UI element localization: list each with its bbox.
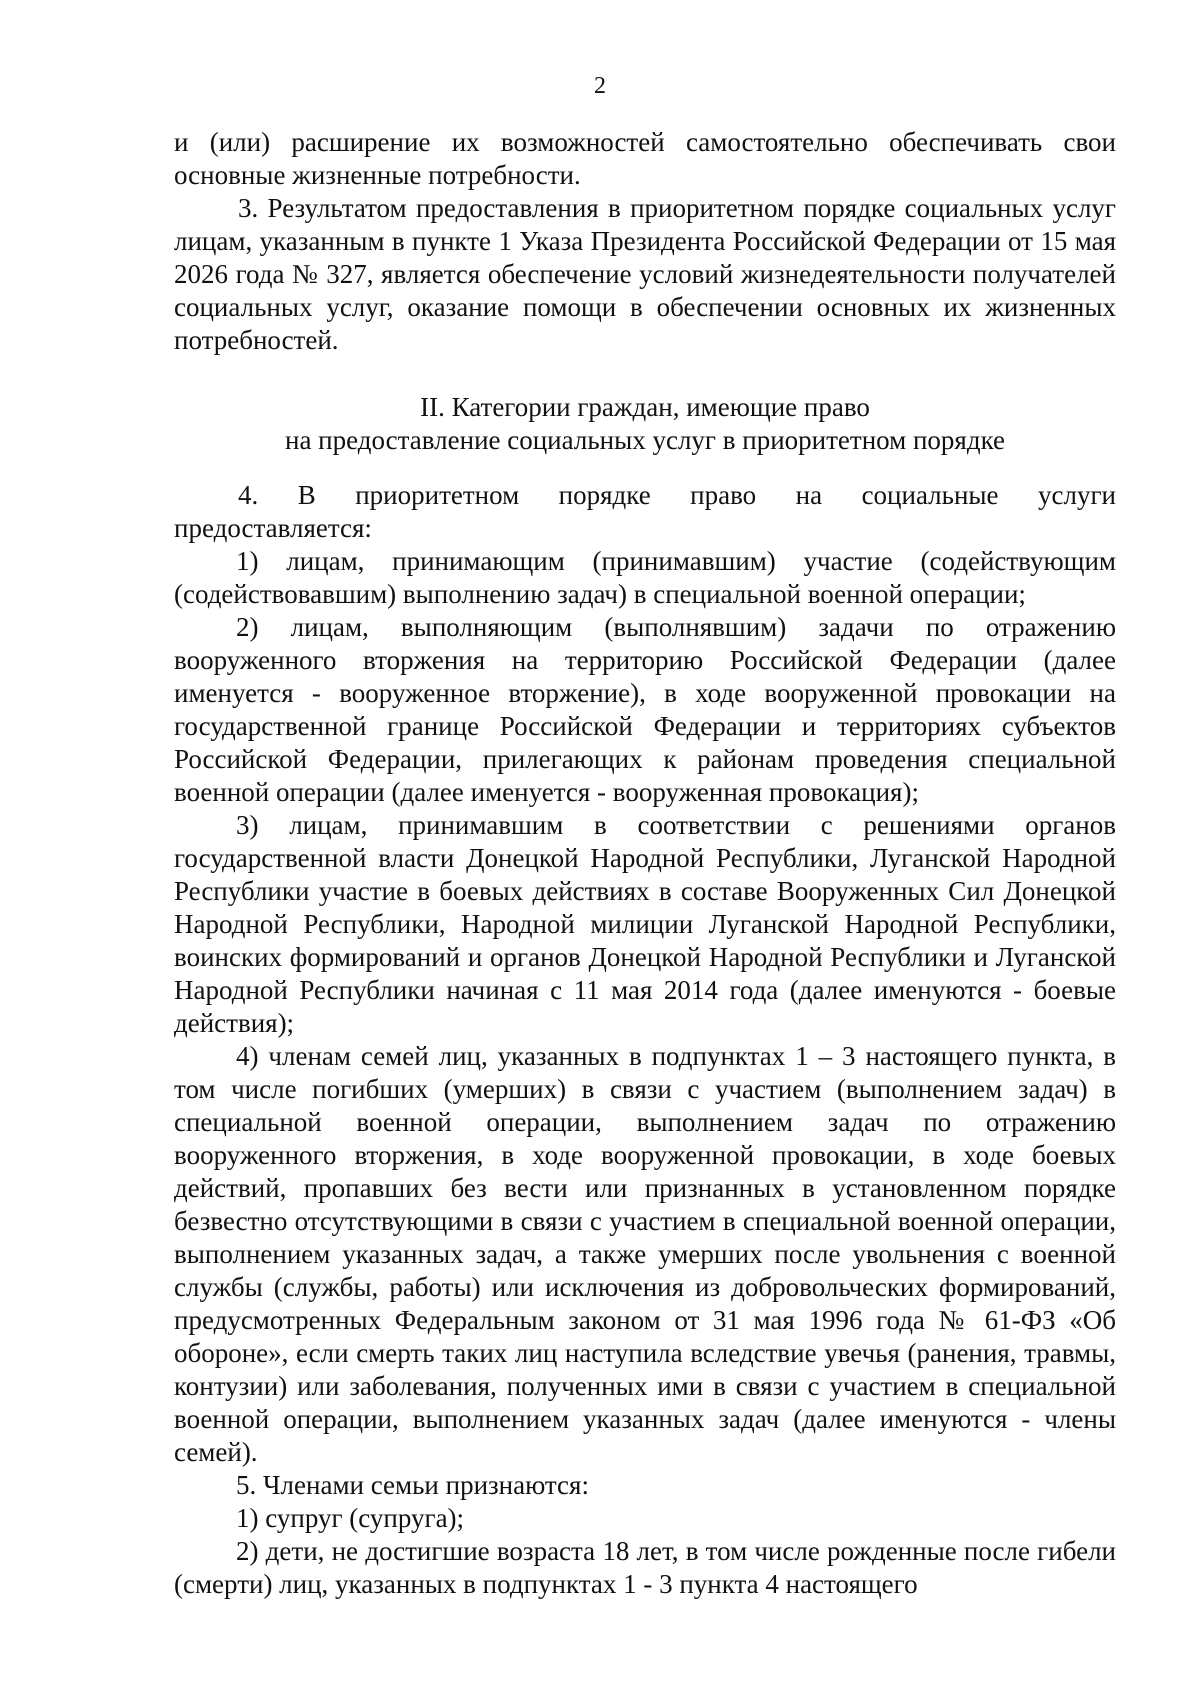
paragraph-continuation: и (или) расширение их возможностей самостоятельно обеспечивать свои основные жизненные потребности.	[174, 127, 1116, 190]
paragraph-item-5-intro: 5. Членами семьи признаются:	[236, 1470, 589, 1500]
paragraph-item-4-intro-rest: предоставляется:	[174, 513, 372, 543]
paragraph-item-4-intro: 4. В приоритетном порядке право на социальные услуги	[238, 480, 1116, 510]
section-heading-line-2: на предоставление социальных услуг в приоритетном порядке	[285, 425, 1005, 455]
list-item-5-2: 2) дети, не достигшие возраста 18 лет, в том числе рожденные после гибели (смерти) лиц, указанных в подпунктах 1 - 3 пункта 4 настоящего	[174, 1536, 1116, 1599]
list-item-4-4: 4) членам семей лиц, указанных в подпунктах 1 – 3 настоящего пункта, в том числе погибших (умерших) в связи с участием (выполнением задач) в специальной военной операции, выполнением задач по отражению вооруженного вторжения, в ходе вооруженной провокации, в ходе боевых действий, пропавших без вести или признанных в установленном порядке безвестно отсутствующими в связи с участием в специальной военной операции, выполнением указанных задач, а также умерших после увольнения с военной службы (службы, работы) или исключения из добровольческих формирований, предусмотренных Федеральным законом от 31 мая 1996 года № 61-ФЗ «Об обороне», если смерть таких лиц наступила вследствие увечья (ранения, травмы, контузии) или заболевания, полученных ими в связи с участием в специальной военной операции, выполнением указанных задач (далее именуются - члены семей).	[174, 1041, 1116, 1467]
section-heading	[174, 391, 1116, 457]
list-item-4-2: 2) лицам, выполняющим (выполнявшим) задачи по отражению вооруженного вторжения на территорию Российской Федерации (далее именуется - вооруженное вторжение), в ходе вооруженной провокации на государственной границе Российской Федерации и территориях субъектов Российской Федерации, прилегающих к районам проведения специальной военной операции (далее именуется - вооруженная провокация);	[174, 612, 1116, 807]
list-item-4-3: 3) лицам, принимавшим в соответствии с решениями органов государственной власти Донецкой Народной Республики, Луганской Народной Республики участие в боевых действиях в составе Вооруженных Сил Донецкой Народной Республики, Народной милиции Луганской Народной Республики, воинских формирований и органов Донецкой Народной Республики и Луганской Народной Республики начиная с 11 мая 2014 года (далее именуются - боевые действия);	[174, 810, 1116, 1038]
document-body	[174, 126, 1116, 1601]
list-item-4-1: 1) лицам, принимающим (принимавшим) участие (содействующим (содействовавшим) выполнению задач) в специальной военной операции;	[174, 546, 1116, 609]
paragraph-item-3: 3. Результатом предоставления в приоритетном порядке социальных услуг лицам, указанным в пункте 1 Указа Президента Российской Федерации от 15 мая 2026 года № 327, является обеспечение условий жизнедеятельности получателей социальных услуг, оказание помощи в обеспечении основных их жизненных потребностей.	[174, 193, 1116, 355]
list-item-5-1: 1) супруг (супруга);	[236, 1503, 465, 1533]
section-heading-line-1: II. Категории граждан, имеющие право	[420, 392, 870, 422]
page-number: 2	[594, 73, 606, 99]
